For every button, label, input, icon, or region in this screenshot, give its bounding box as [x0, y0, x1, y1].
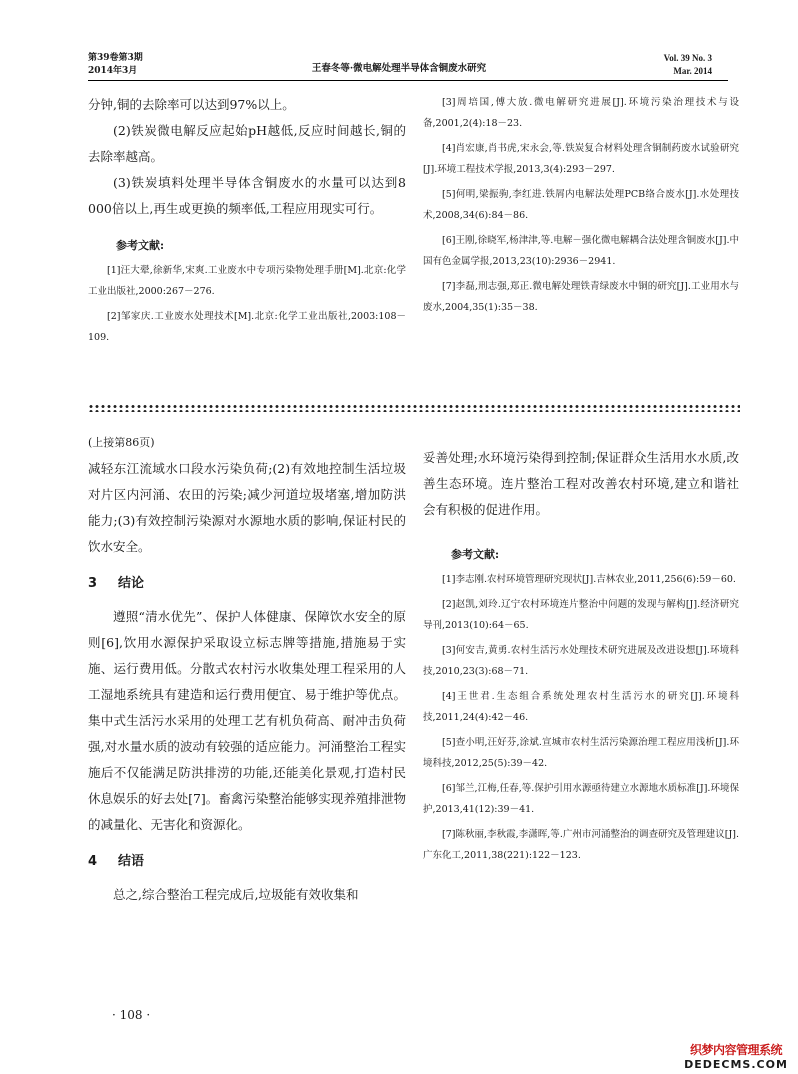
watermark-logo [682, 1042, 790, 1072]
page-number: · 108 · [112, 1008, 151, 1022]
continued-from-note: (上接第86页) [88, 436, 155, 449]
watermark-text: 织梦内容管理系统 [689, 1043, 782, 1057]
section-heading-3 [88, 572, 406, 596]
bottom-left-column [88, 432, 406, 908]
issue-date: 2014年3月 [88, 66, 138, 76]
reference-item: [7]李磊,刑志强,郑正.微电解处理铁青绿废水中铜的研究[J].工业用水与废水,2004,35(1):35－38. [423, 281, 739, 313]
volume-issue-en: Vol. 39 No. 3 [663, 53, 712, 63]
continued-paragraph: 减轻东江流域水口段水污染负荷;(2)有效地控制生活垃圾对片区内河涌、农田的污染;减少河道垃圾堵塞,增加防洪能力;(3)有效控制污染源对水源地水质的影响,保证村民的饮水安全。 [88, 461, 406, 554]
section-heading-4 [88, 850, 406, 874]
conclusion-line: 分钟,铜的去除率可以达到97%以上。 [88, 97, 295, 112]
references-heading: 参考文献: [451, 548, 500, 561]
reference-item: [4]肖宏康,肖书虎,宋永会,等.铁炭复合材料处理含铜制药废水试验研究[J].环境工程技术学报,2013,3(4):293－297. [423, 143, 739, 175]
reference-item: [6]王刚,徐晓军,杨津津,等.电解－强化微电解耦合法处理含铜废水[J].中国有色金属学报,2013,23(10):2936－2941. [423, 235, 739, 267]
references-heading: 参考文献: [116, 239, 165, 252]
conclusion-item-2: (2)铁炭微电解反应起始pH越低,反应时间越长,铜的去除率越高。 [88, 123, 406, 164]
closing-paragraph-cont: 妥善处理;水环境污染得到控制;保证群众生活用水水质,改善生态环境。连片整治工程对改善农村环境,建立和谐社会有积极的促进作用。 [423, 450, 739, 517]
reference-item: [1]汪大翚,徐新华,宋爽.工业废水中专项污染物处理手册[M].北京:化学工业出版社,2000:267－276. [88, 265, 406, 297]
reference-item: [5]何明,梁振驹,李红进.铁屑内电解法处理PCB络合废水[J].水处理技术,2008,34(6):84－86. [423, 189, 739, 221]
reference-item: [2]赵凯,刘玲.辽宁农村环境连片整治中问题的发现与解构[J].经济研究导刊,2013(10):64－65. [423, 599, 739, 631]
running-title: 王春冬等·微电解处理半导体含铜废水研究 [311, 63, 487, 74]
reference-item: [6]邹兰,江梅,任春,等.保护引用水源亟待建立水源地水质标准[J].环境保护,2013,41(12):39－41. [423, 783, 739, 815]
conclusion-item-3: (3)铁炭填料处理半导体含铜废水的水量可以达到8 000倍以上,再生或更换的频率低,工程应用现实可行。 [88, 175, 406, 216]
conclusion-paragraph: 遵照“清水优先”、保护人体健康、保障饮水安全的原则[6],饮用水源保护采取设立标志牌等措施,措施易于实施、运行费用低。分散式农村污水收集处理工程采用的人工湿地系统具有建造和运行费用便宜、易于维护等优点。集中式生活污水采用的处理工艺有机负荷高、耐冲击负荷强,对水量水质的波动有较强的适应能力。河涌整治工程实施后不仅能满足防洪排涝的功能,还能美化景观,打造村民休息娱乐的好去处[7]。畜禽污染整治能够实现养殖排泄物的减量化、无害化和资源化。 [88, 609, 406, 832]
reference-item: [3]周培国,傅大放.微电解研究进展[J].环境污染治理技术与设备,2001,2(4):18－23. [423, 97, 739, 129]
reference-item: [4]王世君.生态组合系统处理农村生活污水的研究[J].环境科技,2011,24(4):42－46. [423, 691, 739, 723]
issue-date-en: Mar. 2014 [673, 66, 712, 76]
section-title: 结论 [118, 576, 145, 591]
bottom-right-column [423, 445, 739, 870]
section-number: 4 [88, 854, 98, 869]
article-divider [88, 404, 740, 412]
watermark-site: DEDECMS.COM [684, 1058, 788, 1071]
closing-paragraph: 总之,综合整治工程完成后,垃圾能有效收集和 [113, 887, 359, 902]
reference-item: [7]陈秋丽,李秋霞,李潇晖,等.广州市河涌整治的调查研究及管理建议[J].广东化工,2011,38(221):122－123. [423, 829, 739, 861]
reference-item: [2]邹家庆.工业废水处理技术[M].北京:化学工业出版社,2003:108－109. [88, 311, 406, 343]
section-number: 3 [88, 576, 98, 591]
header-rule [88, 80, 728, 81]
section-title: 结语 [118, 854, 145, 869]
top-right-column [423, 92, 739, 322]
top-left-column [88, 92, 406, 352]
reference-item: [5]查小明,汪好芬,涂斌.宣城市农村生活污染源治理工程应用浅析[J].环境科技,2012,25(5):39－42. [423, 737, 739, 769]
journal-issue-en [664, 52, 712, 78]
volume-issue: 第39卷第3期 [88, 53, 143, 63]
reference-item: [1]李志刚.农村环境管理研究现状[J].吉林农业,2011,256(6):59－60. [442, 574, 736, 585]
reference-item: [3]何安吉,黄勇.农村生活污水处理技术研究进展及改进设想[J].环境科技,2010,23(3):68－71. [423, 645, 739, 677]
